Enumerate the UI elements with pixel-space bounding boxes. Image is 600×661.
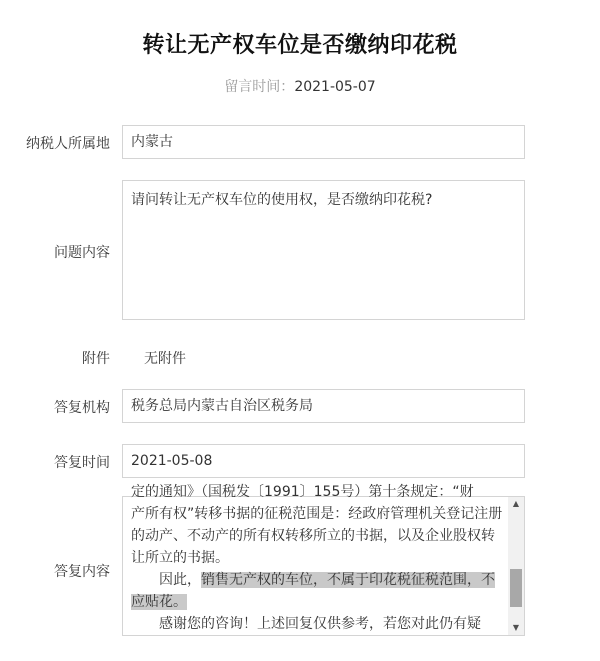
reply-highlight: 销售无产权的车位，不属于印花税征税范围，不应贴花。 bbox=[131, 572, 495, 610]
message-time bbox=[0, 76, 600, 96]
reply-line-1: 定的通知》（国税发〔1991〕155号）第十条规定：“财 bbox=[131, 484, 474, 500]
scroll-up-arrow-icon[interactable]: ▲ bbox=[512, 499, 520, 508]
reply-para2-lead: 因此， bbox=[159, 572, 201, 588]
scroll-down-arrow-icon[interactable]: ▼ bbox=[512, 623, 520, 632]
reply-scrollbar[interactable] bbox=[508, 497, 524, 635]
page-title: 转让无产权车位是否缴纳印花税 bbox=[142, 33, 458, 58]
reply-paragraph-3 bbox=[131, 613, 503, 635]
scrollbar-thumb[interactable] bbox=[510, 569, 522, 607]
attachment-value: 无附件 bbox=[144, 351, 186, 367]
message-time-value: 2021-05-07 bbox=[294, 79, 376, 95]
reply-para3-text: 感谢您的咨询！上述回复仅供参考，若您对此仍有疑 bbox=[159, 616, 481, 632]
reply-paragraph-2 bbox=[131, 569, 503, 613]
reply-line-2: 产所有权”转移书据的征税范围是：经政府管理机关登记注册的动产、不动产的所有权转移所立的书据，以及企业股权转让所立的书据。 bbox=[131, 506, 503, 566]
question-textarea[interactable]: 请问转让无产权车位的使用权，是否缴纳印花税? bbox=[122, 180, 525, 320]
question-label: 问题内容 bbox=[54, 245, 110, 261]
taxpayer-location-field[interactable]: 内蒙古 bbox=[122, 125, 525, 159]
reply-content-text bbox=[123, 481, 509, 635]
reply-time-label: 答复时间 bbox=[54, 455, 110, 471]
reply-content-textarea[interactable] bbox=[122, 484, 525, 636]
reply-agency-field[interactable]: 税务总局内蒙古自治区税务局 bbox=[122, 389, 525, 423]
reply-time-field[interactable]: 2021-05-08 bbox=[122, 444, 525, 478]
reply-agency-label: 答复机构 bbox=[54, 400, 110, 416]
attachment-label: 附件 bbox=[82, 351, 110, 367]
taxpayer-location-label: 纳税人所属地 bbox=[26, 136, 110, 152]
reply-content-label: 答复内容 bbox=[54, 564, 110, 580]
message-time-label: 留言时间： bbox=[224, 79, 295, 95]
